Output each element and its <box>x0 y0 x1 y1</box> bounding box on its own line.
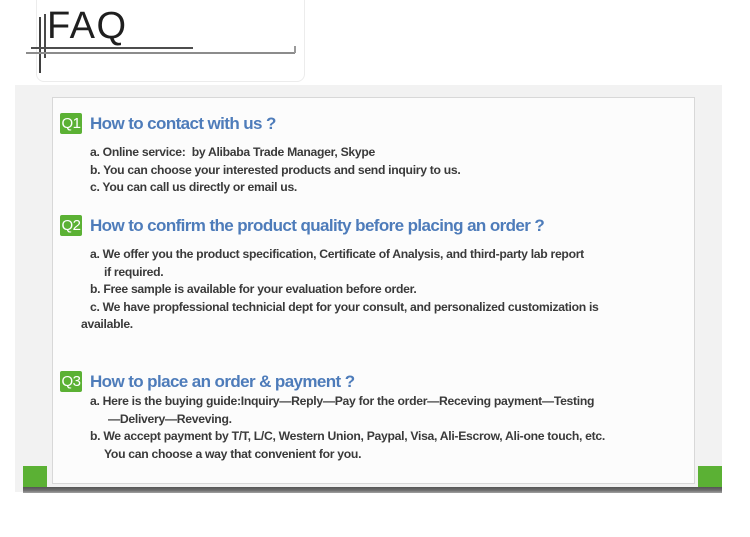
page-title: FAQ <box>47 5 128 47</box>
title-underline-thin <box>26 52 295 54</box>
answer-line: b. You can choose your interested products and send inquiry to us. <box>90 162 461 177</box>
corner-square-right <box>698 466 722 488</box>
question-badge-q3: Q3 <box>61 373 81 390</box>
answer-line: b. We accept payment by T/T, L/C, Western Union, Paypal, Visa, Ali-Escrow, Ali-one touch, etc. <box>90 429 605 443</box>
title-underline-end-tick <box>294 46 296 53</box>
answer-line: c. We have propfessional technicial dept for your consult, and personalized customization is <box>90 299 599 314</box>
question-badge-q2: Q2 <box>61 217 81 234</box>
bottom-shadow-bar <box>23 487 722 493</box>
answer-line: if required. <box>104 264 164 279</box>
question-heading: How to contact with us ? <box>90 114 276 133</box>
corner-square-left <box>23 466 47 488</box>
answer-line: You can choose a way that convenient for you. <box>104 446 362 461</box>
answer-line: b. Free sample is available for your evaluation before order. <box>90 282 417 296</box>
answer-line: a. Here is the buying guide:Inquiry—Reply—Pay for the order—Receving payment—Testing <box>90 394 595 408</box>
question-heading: How to confirm the product quality before placing an order ? <box>90 216 545 235</box>
answer-line: —Delivery—Reveving. <box>108 411 232 426</box>
answer-line: available. <box>81 317 133 331</box>
answer-line: c. You can call us directly or email us. <box>90 180 298 194</box>
question-badge-q1: Q1 <box>61 115 81 132</box>
answer-line: a. We offer you the product specification, Certificate of Analysis, and third-party lab report <box>90 247 584 261</box>
question-heading: How to place an order & payment ? <box>90 372 355 391</box>
title-underline-thick <box>31 47 193 50</box>
title-vertical-rule-long <box>39 17 41 73</box>
answer-line: a. Online service: by Alibaba Trade Manager, Skype <box>90 145 375 159</box>
